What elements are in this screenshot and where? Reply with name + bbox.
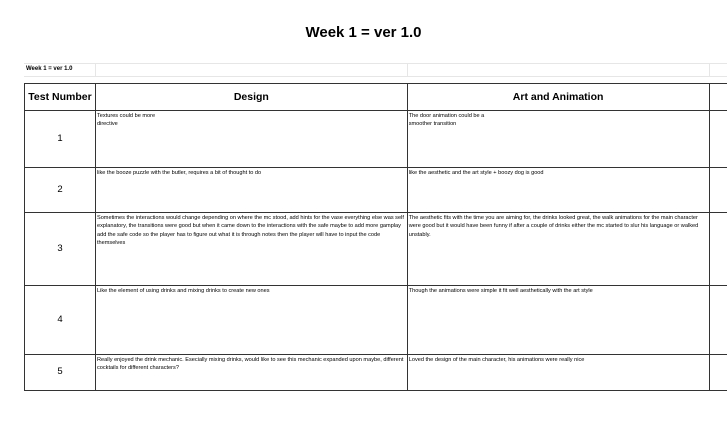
- sheet-subheader-row: [24, 63, 727, 77]
- test-number-cell: 5: [25, 355, 96, 391]
- test-number-cell: 1: [25, 111, 96, 168]
- gridline: [95, 64, 96, 76]
- table-row: [25, 213, 727, 286]
- empty-cell: [709, 286, 727, 355]
- empty-cell: [709, 213, 727, 286]
- test-number-cell: 4: [25, 286, 96, 355]
- gridline: [709, 64, 710, 76]
- gridline: [407, 64, 408, 76]
- table-header-row: [25, 84, 727, 111]
- design-cell: Textures could be more directive: [95, 111, 407, 168]
- art-cell: The door animation could be a smoother transition: [407, 111, 709, 168]
- sheet-label: Week 1 = ver 1.0: [26, 66, 73, 72]
- test-number-cell: 2: [25, 168, 96, 213]
- table-row: [25, 168, 727, 213]
- table-row: [25, 355, 727, 391]
- table-row: [25, 286, 727, 355]
- design-cell: like the booze puzzle with the butler, requires a bit of thought to do: [95, 168, 407, 213]
- empty-cell: [709, 168, 727, 213]
- test-number-cell: 3: [25, 213, 96, 286]
- art-cell: Loved the design of the main character, his animations were really nice: [407, 355, 709, 391]
- design-cell: Really enjoyed the drink mechanic. Esecially mixing drinks, would like to see this mechanic expanded upon maybe, different cocktails for different characters?: [95, 355, 407, 391]
- art-cell: The aesthetic fits with the time you are aiming for, the drinks looked great, the walk animations for the main character were good but it would have been funny if after a couple of drinks either the mc started to slur his language or walked unstably.: [407, 213, 709, 286]
- design-cell: Sometimes the interactions would change depending on where the mc stood, add hints for the vase everything else was self explanatory, the transitions were good but when it came down to the interactions with the safe maybe to add more gamplay add the safe code so the player has to figure out what it is through notes then the player will have to input the code themselves: [95, 213, 407, 286]
- column-header-test-number: Test Number: [25, 84, 96, 111]
- design-cell: Like the element of using drinks and mixing drinks to create new ones: [95, 286, 407, 355]
- empty-cell: [709, 111, 727, 168]
- art-cell: like the aesthetic and the art style + boozy dog is good: [407, 168, 709, 213]
- art-cell: Though the animations were simple it fit well aesthetically with the art style: [407, 286, 709, 355]
- page-title: Week 1 = ver 1.0: [305, 24, 422, 41]
- table-row: [25, 111, 727, 168]
- column-header-design: Design: [95, 84, 407, 111]
- empty-column-header: [709, 84, 727, 111]
- feedback-table: [24, 83, 727, 391]
- column-header-art-and-animation: Art and Animation: [407, 84, 709, 111]
- empty-cell: [709, 355, 727, 391]
